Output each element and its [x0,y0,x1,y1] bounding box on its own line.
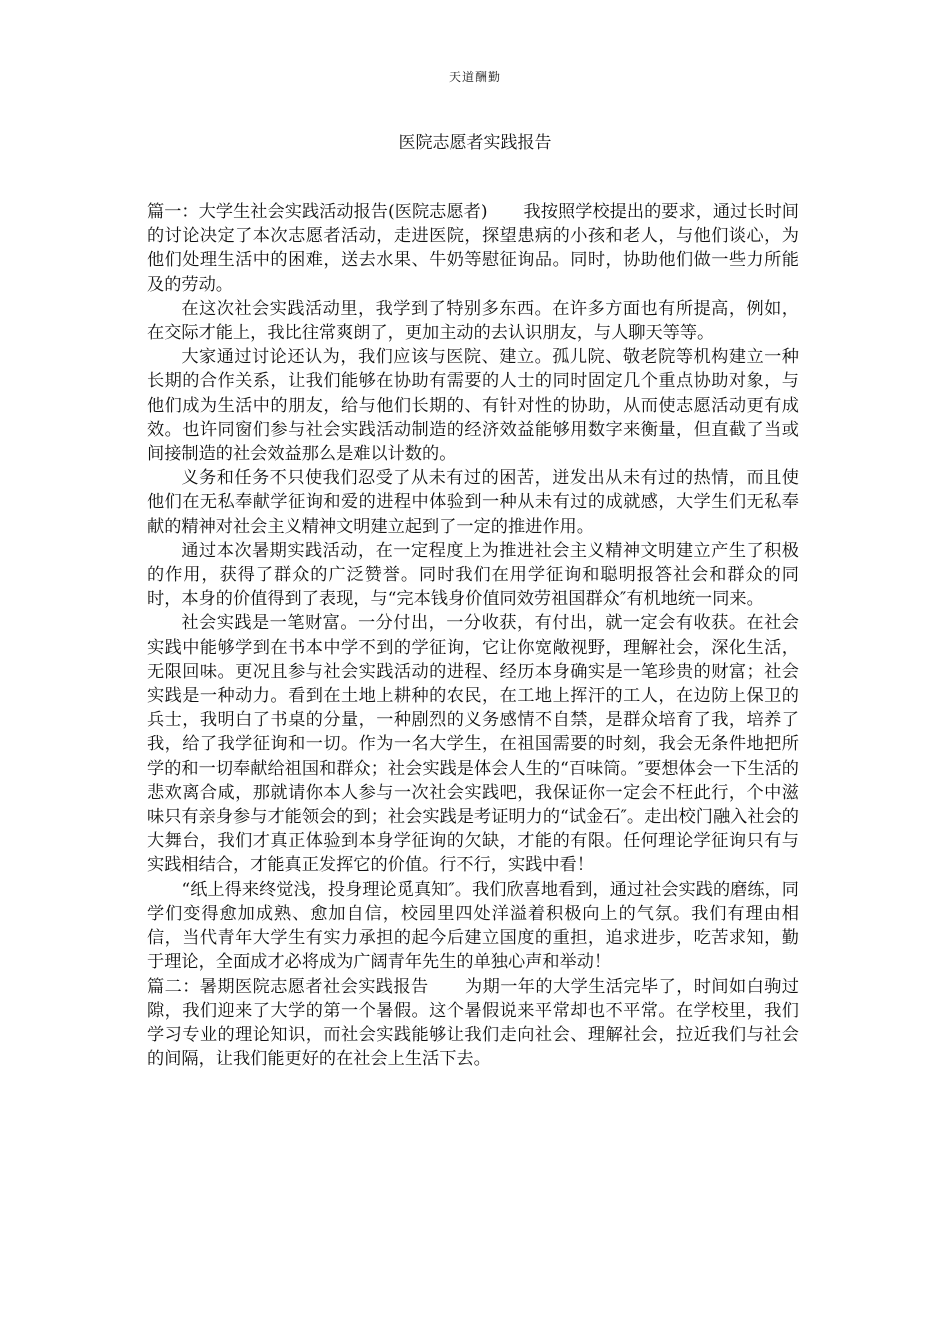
paragraph-text: 为期一年的大学生活完毕了，时间如白驹过隙，我们迎来了大学的第一个暑假。这个暑假说来平常却也不平常。在学校里，我们学习专业的理论知识，而社会实践能够让我们走向社会、理解社会，拉近我们与社会的间隔，让我们能更好的在社会上生活下去。 [147,976,799,1070]
page-header: 天道酬勤 [448,70,501,84]
document-title: 医院志愿者实践报告 [398,133,552,153]
paragraph: 社会实践是一笔财富。一分付出，一分收获，有付出，就一定会有收获。在社会实践中能够学到在书本中学不到的学征询，它让你宽敞视野，理解社会，深化生活，无限回味。更况且参与社会实践活动的进程、经历本身确实是一笔珍贵的财富；社会实践是一种动力。看到在土地上耕种的农民，在工地上挥汗的工人，在边防上保卫的兵士，我明白了书桌的分量，一种剧烈的义务感情不自禁，是群众培育了我，培养了我，给了我学征询和一切。作为一名大学生，在祖国需要的时刻，我会无条件地把所学的和一切奉献给祖国和群众；社会实践是体会人生的“百味筒。″要想体会一下生活的悲欢离合咸，那就请你本人参与一次社会实践吧，我保证你一定会不枉此行，个中滋味只有亲身参与才能领会的到；社会实践是考证明力的“试金石″。走出校门融入社会的大舞台，我们才真正体验到本身学征询的欠缺，才能的有限。任何理论学征询只有与实践相结合，才能真正发挥它的价值。行不行，实践中看！ [147,613,799,876]
paragraph: 义务和任务不只使我们忍受了从未有过的困苦，迸发出从未有过的热情，而且使他们在无私奉献学征询和爱的进程中体验到一种从未有过的成就感，大学生们无私奉献的精神对社会主义精神文明建立起到了一定的推进作用。 [147,468,799,537]
paragraph-section-one-intro [147,200,799,297]
paragraph-text: 我按照学校提出的要求，通过长时间的讨论决定了本次志愿者活动，走进医院，探望患病的小孩和老人，与他们谈心，为他们处理生活中的困难，送去水果、牛奶等慰征询品。同时，协助他们做一些力所能及的劳动。 [147,202,799,295]
paragraph: 通过本次暑期实践活动，在一定程度上为推进社会主义精神文明建立产生了积极的作用，获得了群众的广泛赞誉。同时我们在用学征询和聪明报答社会和群众的同时，本身的价值得到了表现，与“完本钱身价值同效劳祖国群众″有机地统一同来。 [147,540,799,610]
document-body [147,200,799,1071]
paragraph: “纸上得来终觉浅，投身理论觅真知″。我们欣喜地看到，通过社会实践的磨练，同学们变得愈加成熟、愈加自信，校园里四处洋溢着积极向上的气氛。我们有理由相信，当代青年大学生有实力承担的起今后建立国度的重担，追求进步，吃苦求知，勤于理论，全面成才必将成为广阔青年先生的单独心声和举动！ [147,879,799,973]
section-two-heading: 篇二：暑期医院志愿者社会实践报告 [147,976,429,997]
paragraph-section-two-intro [147,975,799,1072]
section-one-heading: 篇一：大学生社会实践活动报告(医院志愿者) [147,202,488,222]
paragraph: 在这次社会实践活动里，我学到了特别多东西。在许多方面也有所提高，例如，在交际才能上，我比往常爽朗了，更加主动的去认识朋友，与人聊天等等。 [147,298,799,344]
paragraph: 大家通过讨论还认为，我们应该与医院、建立。孤儿院、敬老院等机构建立一种长期的合作关系，让我们能够在协助有需要的人士的同时固定几个重点协助对象，与他们成为生活中的朋友，给与他们长期的、有针对性的协助，从而使志愿活动更有成效。也许同窗们参与社会实践活动制造的经济效益能够用数字来衡量，但直截了当或间接制造的社会效益那么是难以计数的。 [147,347,799,465]
